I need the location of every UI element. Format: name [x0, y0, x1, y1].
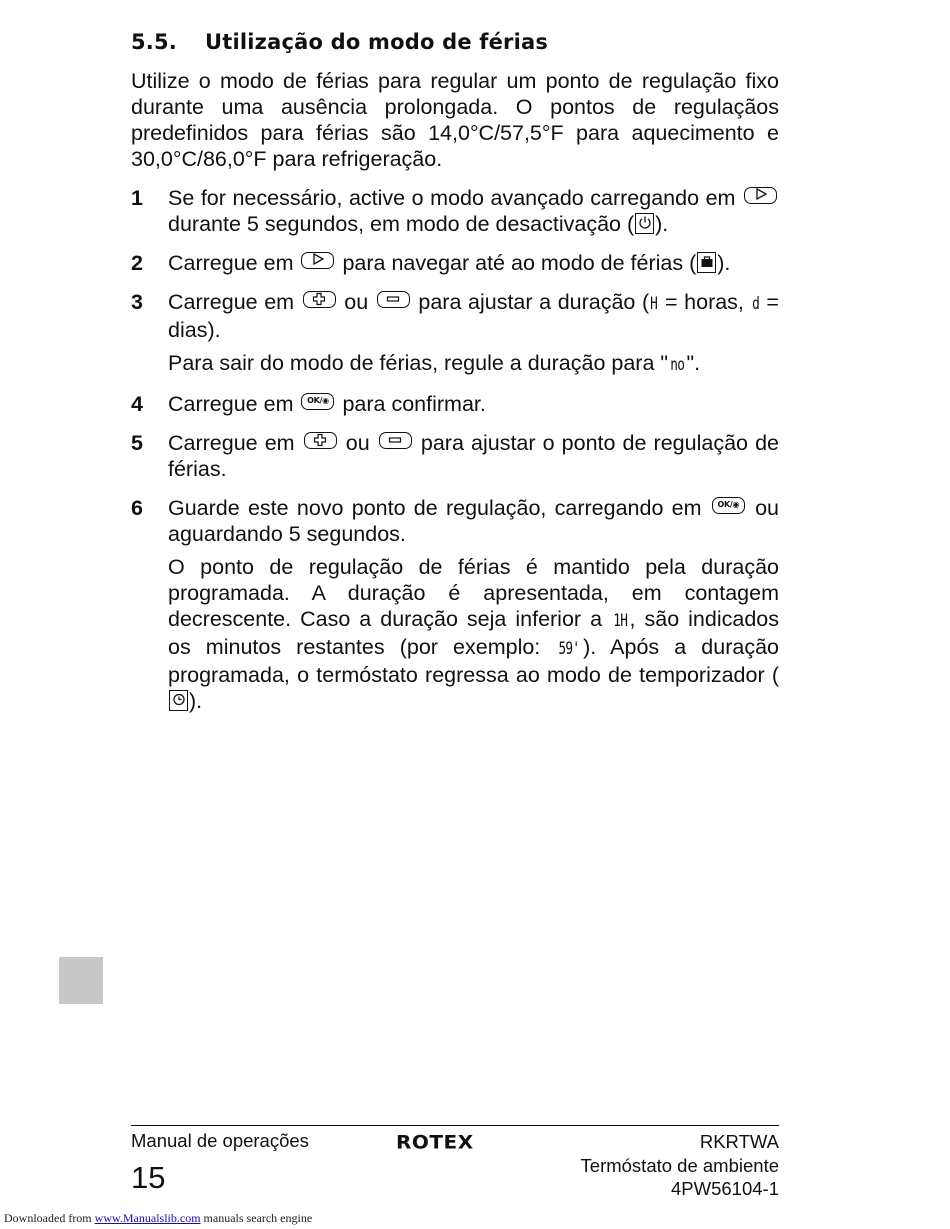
no-symbol: no: [670, 355, 685, 375]
download-suffix: manuals search engine: [203, 1211, 313, 1225]
step-number: 2: [131, 251, 143, 275]
footer-manual-title: Manual de operações: [131, 1130, 309, 1151]
chapter-tab: [59, 957, 103, 1004]
step-text: durante 5 segundos, em modo de desactivação (: [168, 212, 635, 236]
rotex-logo: ROTEX: [396, 1130, 474, 1154]
step-text: para confirmar.: [342, 392, 486, 416]
step-number: 5: [131, 431, 143, 455]
step-6: [131, 495, 779, 714]
step-number: 4: [131, 392, 143, 416]
minus-key-icon: [379, 432, 412, 449]
plus-key-icon: [304, 432, 337, 449]
intro-paragraph: Utilize o modo de férias para regular um ponto de regulação fixo durante uma ausência prolongada. O pontos de regulaçãos predefinidos para férias são 14,0°C/57,5°F para aquecimento e 30,0°C/86,0°F para refrigeração.: [131, 69, 779, 171]
step-text: Carregue em: [168, 251, 294, 275]
step-number: 1: [131, 186, 143, 210]
step-text: Carregue em: [168, 431, 295, 455]
footer-product-info: [581, 1130, 779, 1201]
footer-doc-code: 4PW56104-1: [671, 1178, 779, 1199]
plus-key-icon: [303, 291, 336, 308]
step-text: para ajustar a duração (: [418, 290, 650, 314]
step-text: = horas,: [665, 290, 744, 314]
step-text: ).: [189, 689, 203, 713]
page-number: 15: [131, 1160, 166, 1195]
steps-list: [131, 185, 779, 727]
manualslib-link[interactable]: www.Manualslib.com: [94, 1211, 201, 1225]
step-number: 6: [131, 496, 143, 520]
minutes-symbol: 59': [558, 639, 580, 659]
step-text: ".: [686, 351, 701, 375]
ok-key-icon: OK/◉: [712, 497, 745, 514]
step-text: O ponto de regulação de férias é mantido pela duração programada. A duração é apresentada, em contagem decrescente. Caso a duração seja inferior a: [168, 555, 779, 631]
step-text: Carregue em: [168, 290, 295, 314]
step-note: [168, 554, 779, 714]
section-heading: [131, 30, 548, 54]
step-text: ).: [655, 212, 669, 236]
ok-key-icon: OK/◉: [301, 393, 334, 410]
step-text: ). Após a duração programada, o termóstato regressa ao modo de temporizador (: [168, 635, 779, 687]
step-5: [131, 430, 779, 482]
minus-key-icon: [377, 291, 410, 308]
play-key-icon: [744, 187, 777, 204]
download-notice: [4, 1211, 312, 1226]
suitcase-icon: [697, 252, 716, 273]
days-symbol: d: [751, 294, 759, 314]
step-text: Carregue em: [168, 392, 294, 416]
step-note: [168, 350, 779, 378]
play-key-icon: [301, 252, 334, 269]
step-4: [131, 391, 779, 417]
step-text: = dias).: [168, 290, 779, 342]
step-2: [131, 250, 779, 276]
footer-product-name: Termóstato de ambiente: [580, 1154, 779, 1176]
step-text: para ajustar o ponto de regulação de férias.: [168, 431, 779, 481]
footer-model: RKRTWA: [699, 1131, 779, 1152]
step-text: ou: [345, 431, 370, 455]
section-title: Utilização do modo de férias: [205, 30, 549, 54]
clock-mode-icon: [169, 690, 188, 711]
step-text: Guarde este novo ponto de regulação, carregando em: [168, 496, 702, 520]
step-text: Se for necessário, active o modo avançado carregando em: [168, 186, 736, 210]
power-mode-icon: [635, 213, 654, 234]
step-text: , são indicados os minutos restantes (por exemplo:: [168, 607, 779, 659]
step-text: ou aguardando 5 segundos.: [168, 496, 779, 546]
one-hour-symbol: 1H: [613, 611, 628, 631]
step-3: [131, 289, 779, 378]
step-text: ).: [717, 251, 731, 275]
step-text: para navegar até ao modo de férias (: [342, 251, 697, 275]
step-text: ou: [344, 290, 369, 314]
step-1: [131, 185, 779, 237]
section-number: 5.5.: [131, 30, 177, 54]
download-prefix: Downloaded from: [4, 1211, 92, 1225]
step-text: Para sair do modo de férias, regule a duração para ": [168, 351, 669, 375]
hours-symbol: H: [650, 294, 658, 314]
step-number: 3: [131, 290, 143, 314]
footer-divider: [131, 1125, 779, 1126]
